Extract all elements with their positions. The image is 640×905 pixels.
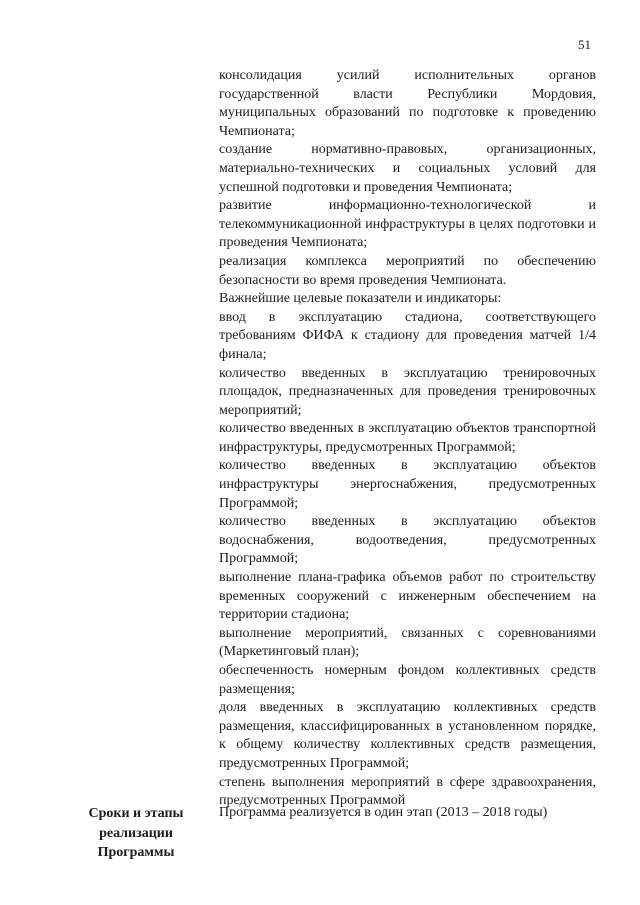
indicator-energy: количество введенных в эксплуатацию объектов инфраструктуры энергоснабжения, предусмотренных Программой; (219, 458, 596, 511)
terms-value: Программа реализуется в один этап (2013 – 2018 годы) (219, 805, 548, 820)
paragraph-it-infrastructure: развитие информационно-технологической и телекоммуникационной инфраструктуры в целях подготовки и проведения Чемпионата; (219, 198, 596, 251)
paragraph-coordination: консолидация усилий исполнительных органов государственной власти Республики Мордовия, муниципальных образований по подготовке к проведению Чемпионата; (219, 68, 596, 139)
terms-label (84, 804, 188, 863)
indicator-accommodation-share: доля введенных в эксплуатацию коллективных средств размещения, классифицированных в установленном порядке, к общему количеству коллективных средств размещения, предусмотренных Программой; (219, 700, 596, 771)
program-goals-text (219, 67, 596, 811)
indicator-stadium: ввод в эксплуатацию стадиона, соответствующего требованиям ФИФА к стадиону для проведения матчей 1/4 финала; (219, 309, 596, 362)
indicator-temporary-structures: выполнение плана-графика объемов работ по строительству временных сооружений с инженерным обеспечением на территории стадиона; (219, 570, 596, 623)
page-number: 51 (578, 37, 591, 52)
indicator-transport: количество введенных в эксплуатацию объектов транспортной инфраструктуры, предусмотренных Программой; (219, 421, 596, 455)
indicator-room-stock: обеспеченность номерным фондом коллективных средств размещения; (219, 663, 596, 697)
indicator-water: количество введенных в эксплуатацию объектов водоснабжения, водоотведения, предусмотренных Программой; (219, 514, 596, 567)
indicators-heading: Важнейшие целевые показатели и индикаторы: (219, 291, 502, 307)
indicator-training-grounds: количество введенных в эксплуатацию тренировочных площадок, предназначенных для проведения тренировочных мероприятий; (219, 365, 596, 418)
terms-label-line: Сроки и этапы (88, 806, 184, 821)
indicator-healthcare: степень выполнения мероприятий в сфере здравоохранения, предусмотренных Программой (219, 774, 596, 809)
terms-label-line: реализации (99, 825, 173, 841)
paragraph-security: реализация комплекса мероприятий по обеспечению безопасности во время проведения Чемпионата. (219, 253, 596, 288)
indicator-competition-events: выполнение мероприятий, связанных с соревнованиями (Маркетинговый план); (219, 625, 596, 660)
paragraph-conditions: создание нормативно-правовых, организационных, материально-технических и социальных условий для успешной подготовки и проведения Чемпионата; (219, 142, 596, 195)
terms-label-line: Программы (97, 845, 175, 860)
